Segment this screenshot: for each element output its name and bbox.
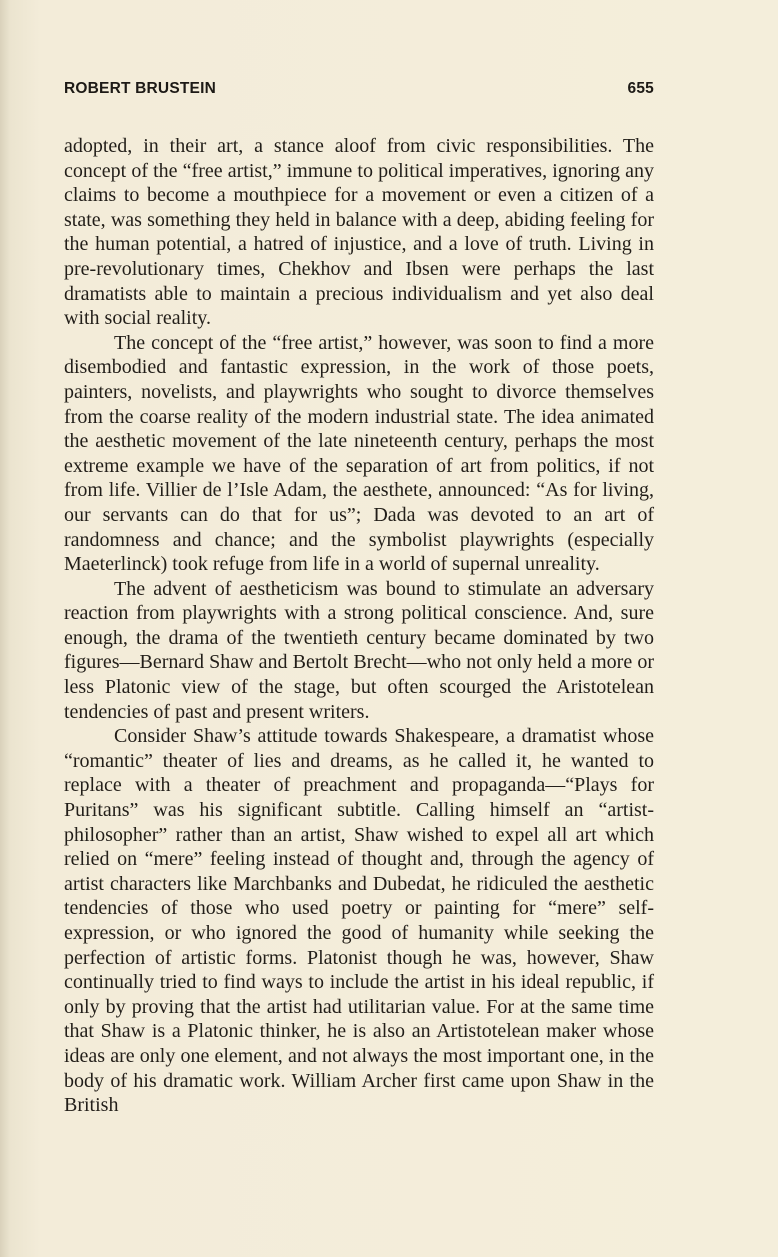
- body-text: [64, 134, 654, 1118]
- paragraph: The concept of the “free artist,” however, was soon to find a more disembodied and fantastic expression, in the work of those poets, painters, novelists, and playwrights who sought to divorce themselves from the coarse reality of the modern industrial state. The idea animated the aesthetic movement of the late nineteenth century, perhaps the most extreme example we have of the separation of art from politics, if not from life. Villier de l’Isle Adam, the aesthete, announced: “As for living, our servants can do that for us”; Dada was devoted to an art of randomness and chance; and the symbolist playwrights (especially Maeterlinck) took refuge from life in a world of supernal unreality.: [64, 331, 654, 576]
- running-head-author: ROBERT BRUSTEIN: [64, 80, 216, 97]
- paragraph: Consider Shaw’s attitude towards Shakespeare, a dramatist whose “romantic” theater of lies and dreams, as he called it, he wanted to replace with a theater of preachment and propaganda—“Plays for Puritans” was his significant subtitle. Calling himself an “artist-philosopher” rather than an artist, Shaw wished to expel all art which relied on “mere” feeling instead of thought and, through the agency of artist characters like Marchbanks and Dubedat, he ridiculed the aesthetic tendencies of those who used poetry or painting for “mere” self-expression, or who ignored the good of humanity while seeking the perfection of artistic forms. Platonist though he was, however, Shaw continually tried to find ways to include the artist in his ideal republic, if only by proving that the artist had utilitarian value. For at the same time that Shaw is a Platonic thinker, he is also an Artistotelean maker whose ideas are only one element, and not always the most important one, in the body of his dramatic work. William Archer first came upon Shaw in the British: [64, 725, 654, 1117]
- running-header: [64, 80, 654, 102]
- paragraph: adopted, in their art, a stance aloof from civic responsibilities. The concept of the “free artist,” immune to political imperatives, ignoring any claims to become a mouthpiece for a movement or even a citizen of a state, was something they held in balance with a deep, abiding feeling for the human potential, a hatred of injustice, and a love of truth. Living in pre-revolutionary times, Chekhov and Ibsen were perhaps the last dramatists able to maintain a precious individualism and yet also deal with social reality.: [64, 135, 654, 330]
- paragraph: The advent of aestheticism was bound to stimulate an adversary reaction from playwrights with a strong political conscience. And, sure enough, the drama of the twentieth century became dominated by two figures—Bernard Shaw and Bertolt Brecht—who not only held a more or less Platonic view of the stage, but often scourged the Aristotelean tendencies of past and present writers.: [64, 577, 654, 723]
- page-number: 655: [627, 80, 654, 97]
